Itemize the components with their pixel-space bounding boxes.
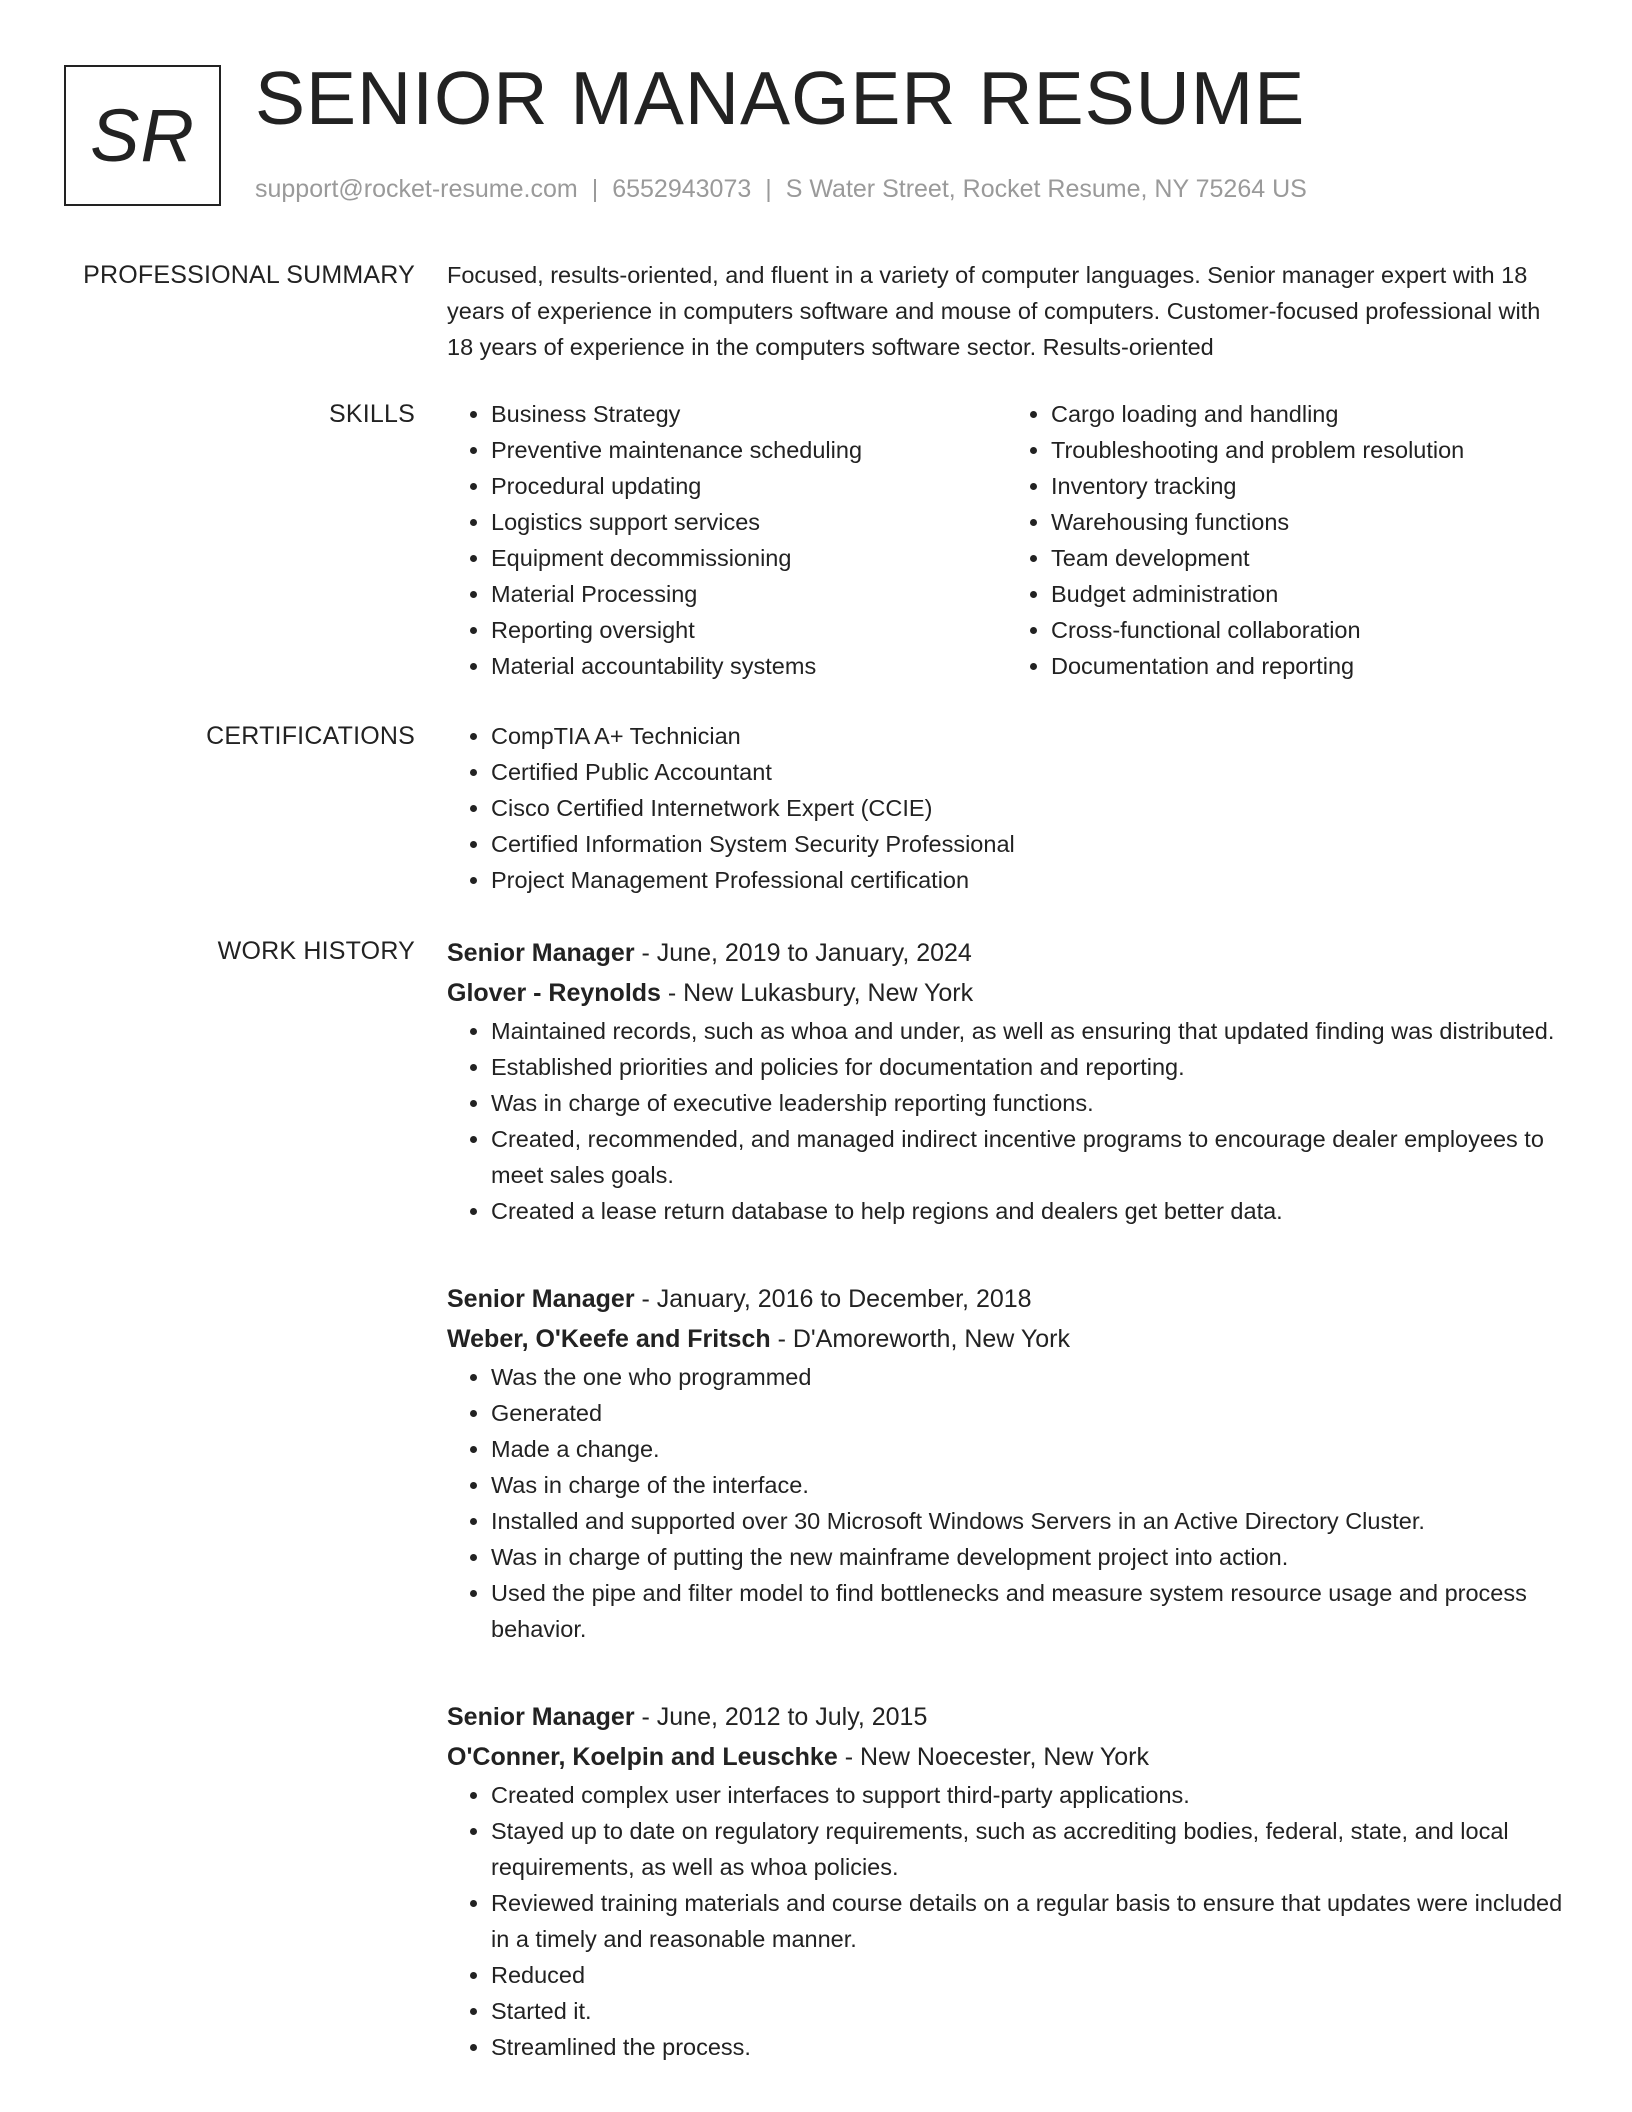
job-location: - D'Amoreworth, New York xyxy=(770,1325,1070,1353)
certification-item: • Project Management Professional certification xyxy=(491,862,1567,898)
skill-item: • Reporting oversight xyxy=(491,612,1007,648)
certification-item: • Cisco Certified Internetwork Expert (CCIE) xyxy=(491,790,1567,826)
skill-item: • Documentation and reporting xyxy=(1051,648,1567,684)
skill-item: • Procedural updating xyxy=(491,468,1007,504)
job-bullet: • Used the pipe and filter model to find bottlenecks and measure system resource usage and process behavior. xyxy=(491,1575,1567,1647)
job-company-line xyxy=(447,1319,1567,1359)
job-bullet-list xyxy=(447,1359,1567,1647)
job-location: - New Lukasbury, New York xyxy=(660,979,974,1007)
job-location: - New Noecester, New York xyxy=(837,1743,1149,1771)
job-bullet: • Installed and supported over 30 Microsoft Windows Servers in an Active Directory Cluster. xyxy=(491,1503,1567,1539)
job-dates: - January, 2016 to December, 2018 xyxy=(634,1285,1032,1313)
skills-body xyxy=(447,396,1567,684)
skill-item: • Material accountability systems xyxy=(491,648,1007,684)
skill-item: • Inventory tracking xyxy=(1051,468,1567,504)
job-bullet: • Was in charge of putting the new mainframe development project into action. xyxy=(491,1539,1567,1575)
certifications-list xyxy=(447,718,1567,898)
skill-item: • Team development xyxy=(1051,540,1567,576)
contact-phone[interactable]: 6552943073 xyxy=(612,175,752,203)
certification-item: • Certified Information System Security Professional xyxy=(491,826,1567,862)
job-bullet: • Stayed up to date on regulatory requirements, such as accrediting bodies, federal, state, and local requirements, as well as whoa policies. xyxy=(491,1813,1567,1885)
skills-list-right xyxy=(1007,396,1567,684)
skill-item: • Warehousing functions xyxy=(1051,504,1567,540)
job-bullet-list xyxy=(447,1777,1567,2065)
job-bullet: • Created a lease return database to help regions and dealers get better data. xyxy=(491,1193,1567,1229)
job-bullet-list xyxy=(447,1013,1567,1229)
job-bullet: • Was in charge of the interface. xyxy=(491,1467,1567,1503)
job-bullet: • Created, recommended, and managed indirect incentive programs to encourage dealer employees to meet sales goals. xyxy=(491,1121,1567,1193)
job-dates: - June, 2012 to July, 2015 xyxy=(634,1703,928,1731)
contact-separator: | xyxy=(591,175,599,203)
skill-item: • Material Processing xyxy=(491,576,1007,612)
job-entry xyxy=(447,1279,1567,1647)
skill-item: • Troubleshooting and problem resolution xyxy=(1051,432,1567,468)
job-bullet: • Reviewed training materials and course details on a regular basis to ensure that updates were included in a timely and reasonable manner. xyxy=(491,1885,1567,1957)
section-label-work-history: WORK HISTORY xyxy=(217,937,415,965)
skill-item: • Budget administration xyxy=(1051,576,1567,612)
job-bullet: • Reduced xyxy=(491,1957,1567,1993)
job-bullet: • Maintained records, such as whoa and under, as well as ensuring that updated finding was distributed. xyxy=(491,1013,1567,1049)
job-bullet: • Created complex user interfaces to support third-party applications. xyxy=(491,1777,1567,1813)
job-role: Senior Manager xyxy=(447,1285,635,1313)
job-dates: - June, 2019 to January, 2024 xyxy=(634,939,972,967)
job-bullet: • Generated xyxy=(491,1395,1567,1431)
section-label-certifications: CERTIFICATIONS xyxy=(206,722,415,750)
contact-separator: | xyxy=(765,175,772,203)
job-entry xyxy=(447,933,1567,1229)
certifications-body xyxy=(447,718,1567,898)
job-role-line xyxy=(447,1279,1567,1319)
job-role-line xyxy=(447,1697,1567,1737)
job-role-line xyxy=(447,933,1567,973)
skill-item: • Business Strategy xyxy=(491,396,1007,432)
job-company: Glover - Reynolds xyxy=(447,979,661,1007)
certification-item: • Certified Public Accountant xyxy=(491,754,1567,790)
skill-item: • Equipment decommissioning xyxy=(491,540,1007,576)
job-entry xyxy=(447,1697,1567,2065)
job-bullet: • Started it. xyxy=(491,1993,1567,2029)
job-company: Weber, O'Keefe and Fritsch xyxy=(447,1325,771,1353)
job-company: O'Conner, Koelpin and Leuschke xyxy=(447,1743,838,1771)
resume-title: SENIOR MANAGER RESUME xyxy=(255,56,1306,140)
job-bullet: • Established priorities and policies for documentation and reporting. xyxy=(491,1049,1567,1085)
contact-address: S Water Street, Rocket Resume, NY 75264 US xyxy=(785,175,1307,203)
job-bullet: • Made a change. xyxy=(491,1431,1567,1467)
job-role: Senior Manager xyxy=(447,939,635,967)
job-bullet: • Streamlined the process. xyxy=(491,2029,1567,2065)
job-bullet: • Was in charge of executive leadership reporting functions. xyxy=(491,1085,1567,1121)
certification-item: • CompTIA A+ Technician xyxy=(491,718,1567,754)
contact-line xyxy=(255,175,1307,204)
summary-body xyxy=(447,257,1567,365)
job-company-line xyxy=(447,1737,1567,1777)
work-history-body xyxy=(447,933,1567,2065)
skill-item: • Logistics support services xyxy=(491,504,1007,540)
summary-text: Focused, results-oriented, and fluent in a variety of computer languages. Senior manager expert with 18 years of experience in computers software and mouse of computers. Customer-focused professional with 18 years of experience in the computers software sector. Results-oriented xyxy=(447,262,1541,360)
section-label-summary: PROFESSIONAL SUMMARY xyxy=(83,261,415,289)
skills-list-left xyxy=(447,396,1007,684)
job-role: Senior Manager xyxy=(447,1703,635,1731)
job-bullet: • Was the one who programmed xyxy=(491,1359,1567,1395)
job-company-line xyxy=(447,973,1567,1013)
skill-item: • Cross-functional collaboration xyxy=(1051,612,1567,648)
skill-item: • Cargo loading and handling xyxy=(1051,396,1567,432)
section-label-skills: SKILLS xyxy=(329,400,415,428)
contact-email[interactable]: support@rocket-resume.com xyxy=(255,175,578,203)
resume-header xyxy=(64,56,1564,210)
skill-item: • Preventive maintenance scheduling xyxy=(491,432,1007,468)
monogram-logo: SR xyxy=(64,65,221,206)
